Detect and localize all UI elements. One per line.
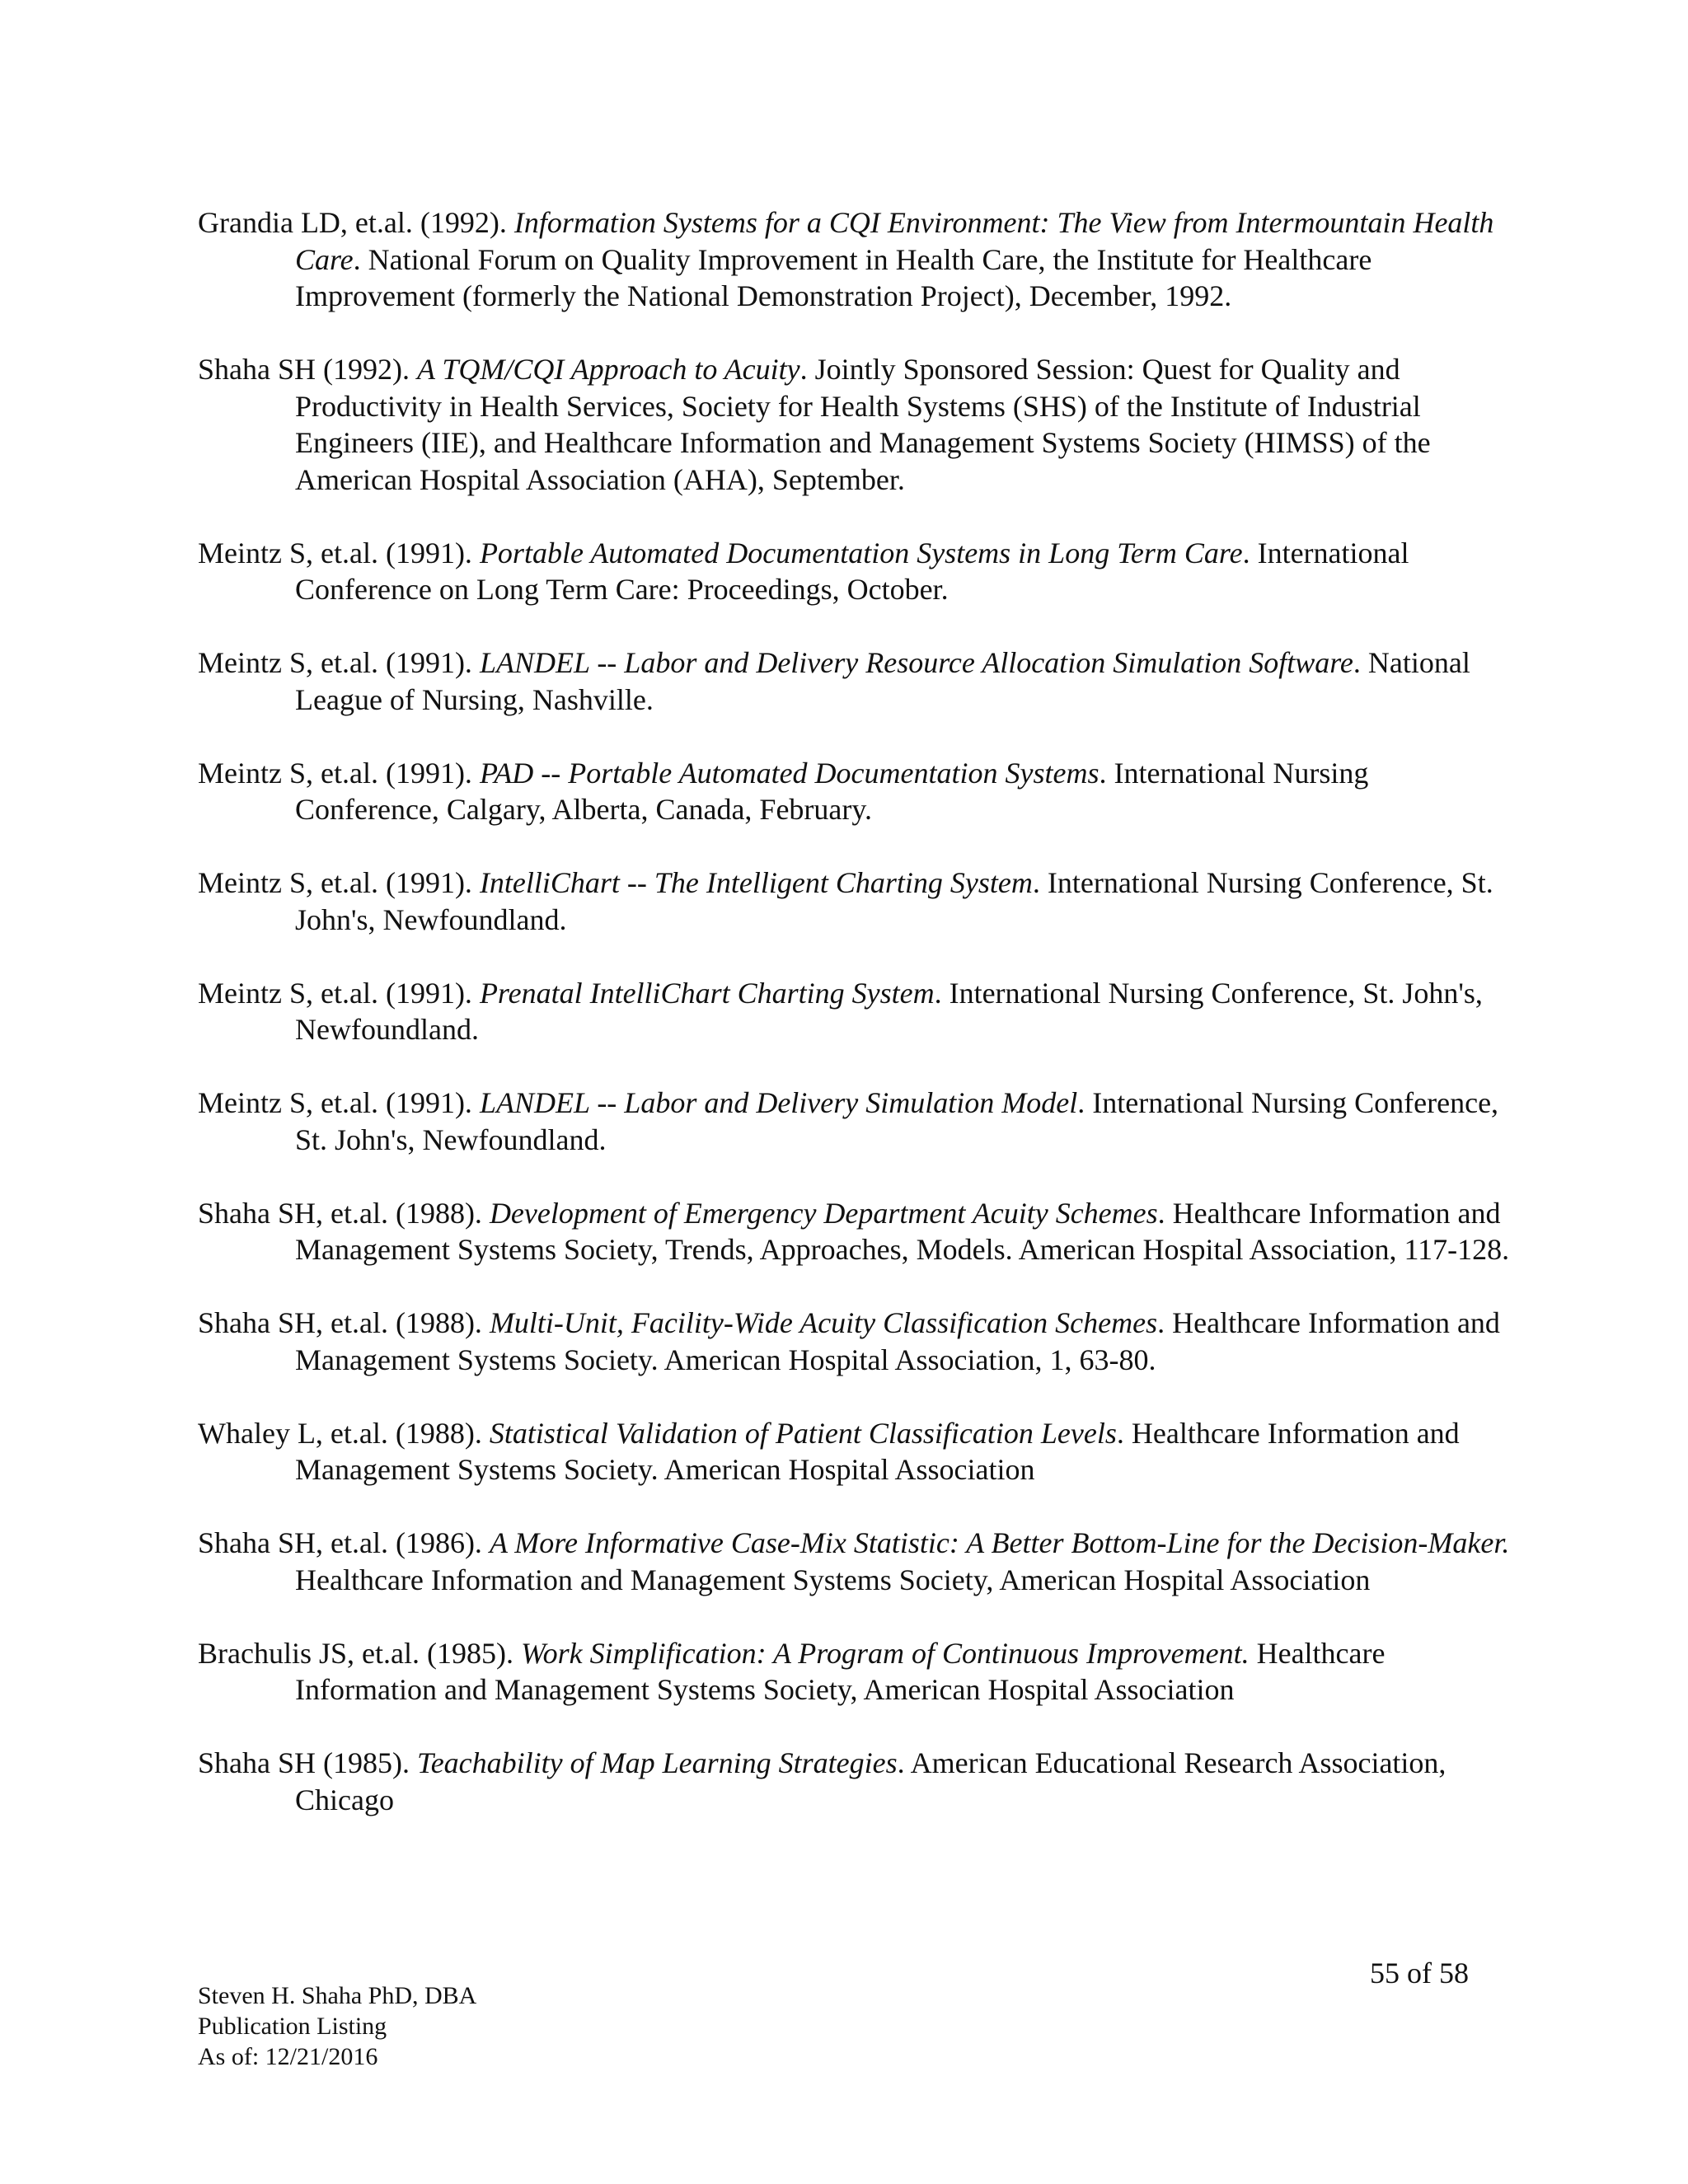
reference-entry <box>198 975 1517 1048</box>
reference-venue: . International Nursing Conference, St. John's, Newfoundland. <box>295 866 1493 936</box>
reference-venue: . International Nursing Conference, St. John's, Newfoundland. <box>295 976 1483 1046</box>
reference-venue: . International Nursing Conference, St. John's, Newfoundland. <box>295 1086 1499 1156</box>
reference-entry <box>198 1525 1517 1598</box>
reference-authors-year: Meintz S, et.al. (1991). <box>198 976 480 1010</box>
reference-venue: . Healthcare Information and Management Systems Society. American Hospital Association <box>295 1416 1460 1486</box>
reference-authors-year: Shaha SH, et.al. (1988). <box>198 1196 490 1230</box>
reference-venue: . International Conference on Long Term Care: Proceedings, October. <box>295 536 1409 606</box>
reference-authors-year: Meintz S, et.al. (1991). <box>198 756 480 790</box>
reference-entry <box>198 1635 1517 1708</box>
reference-authors-year: Shaha SH (1985). <box>198 1746 417 1779</box>
reference-title: PAD -- Portable Automated Documentation Systems <box>479 756 1100 790</box>
reference-authors-year: Meintz S, et.al. (1991). <box>198 646 480 679</box>
reference-title: Information Systems for a CQI Environment: The View from Intermountain Health Care <box>295 206 1494 276</box>
reference-authors-year: Shaha SH, et.al. (1986). <box>198 1526 490 1559</box>
reference-entry <box>198 755 1517 828</box>
reference-authors-year: Shaha SH (1992). <box>198 353 417 386</box>
reference-title: Work Simplification: A Program of Continuous Improvement. <box>520 1636 1250 1670</box>
footer-author: Steven H. Shaha PhD, DBA <box>198 1982 477 2009</box>
reference-title: LANDEL -- Labor and Delivery Simulation Model <box>479 1086 1078 1119</box>
reference-entry <box>198 1305 1517 1378</box>
reference-list <box>198 204 1517 1855</box>
reference-venue: . Jointly Sponsored Session: Quest for Quality and Productivity in Health Services, Society for Health Systems (SHS) of the Institute of Industrial Engineers (IIE), and Healthcare Information and Management Systems Society (HIMSS) of the American Hospital Association (AHA), September. <box>295 353 1431 496</box>
reference-entry <box>198 1745 1517 1818</box>
reference-title: A TQM/CQI Approach to Acuity <box>416 353 800 386</box>
reference-authors-year: Meintz S, et.al. (1991). <box>198 866 480 899</box>
reference-entry <box>198 535 1517 608</box>
reference-venue: . Healthcare Information and Management Systems Society. American Hospital Association, 1, 63-80. <box>295 1306 1500 1376</box>
reference-authors-year: Grandia LD, et.al. (1992). <box>198 206 514 239</box>
reference-authors-year: Shaha SH, et.al. (1988). <box>198 1306 490 1339</box>
footer-document-title: Publication Listing <box>198 2013 387 2040</box>
reference-title: Statistical Validation of Patient Classification Levels <box>489 1416 1117 1450</box>
reference-entry <box>198 1085 1517 1158</box>
footer-as-of-date: As of: 12/21/2016 <box>198 2043 378 2070</box>
page-footer <box>198 1980 476 2072</box>
reference-venue: . National Forum on Quality Improvement in Health Care, the Institute for Healthcare Improvement (formerly the National Demonstration Project), December, 1992. <box>295 242 1372 312</box>
reference-title: A More Informative Case-Mix Statistic: A Better Bottom-Line for the Decision-Maker. <box>489 1526 1510 1559</box>
reference-venue: . International Nursing Conference, Calgary, Alberta, Canada, February. <box>295 756 1369 826</box>
reference-entry <box>198 1195 1517 1268</box>
reference-authors-year: Brachulis JS, et.al. (1985). <box>198 1636 521 1670</box>
reference-venue: . National League of Nursing, Nashville. <box>295 646 1470 716</box>
reference-venue: Healthcare Information and Management Systems Society, American Hospital Association <box>295 1636 1386 1706</box>
reference-entry <box>198 865 1517 938</box>
reference-entry <box>198 644 1517 718</box>
reference-title: Prenatal IntelliChart Charting System <box>479 976 935 1010</box>
reference-venue: . Healthcare Information and Management Systems Society, Trends, Approaches, Models. American Hospital Association, 117-128. <box>295 1196 1510 1266</box>
page-number: 55 of 58 <box>1370 1957 1469 1990</box>
reference-authors-year: Whaley L, et.al. (1988). <box>198 1416 490 1450</box>
reference-venue: Healthcare Information and Management Systems Society, American Hospital Association <box>295 1563 1371 1596</box>
reference-title: Multi-Unit, Facility-Wide Acuity Classification Schemes <box>489 1306 1158 1339</box>
reference-title: LANDEL -- Labor and Delivery Resource Allocation Simulation Software <box>479 646 1353 679</box>
reference-title: Portable Automated Documentation Systems in Long Term Care <box>479 536 1243 569</box>
reference-venue: . American Educational Research Association, Chicago <box>295 1746 1447 1816</box>
reference-entry <box>198 204 1517 315</box>
reference-title: IntelliChart -- The Intelligent Charting System <box>479 866 1033 899</box>
reference-title: Development of Emergency Department Acuity Schemes <box>489 1196 1158 1230</box>
reference-authors-year: Meintz S, et.al. (1991). <box>198 1086 480 1119</box>
reference-entry <box>198 1415 1517 1488</box>
reference-title: Teachability of Map Learning Strategies <box>416 1746 898 1779</box>
reference-authors-year: Meintz S, et.al. (1991). <box>198 536 480 569</box>
reference-entry <box>198 351 1517 498</box>
